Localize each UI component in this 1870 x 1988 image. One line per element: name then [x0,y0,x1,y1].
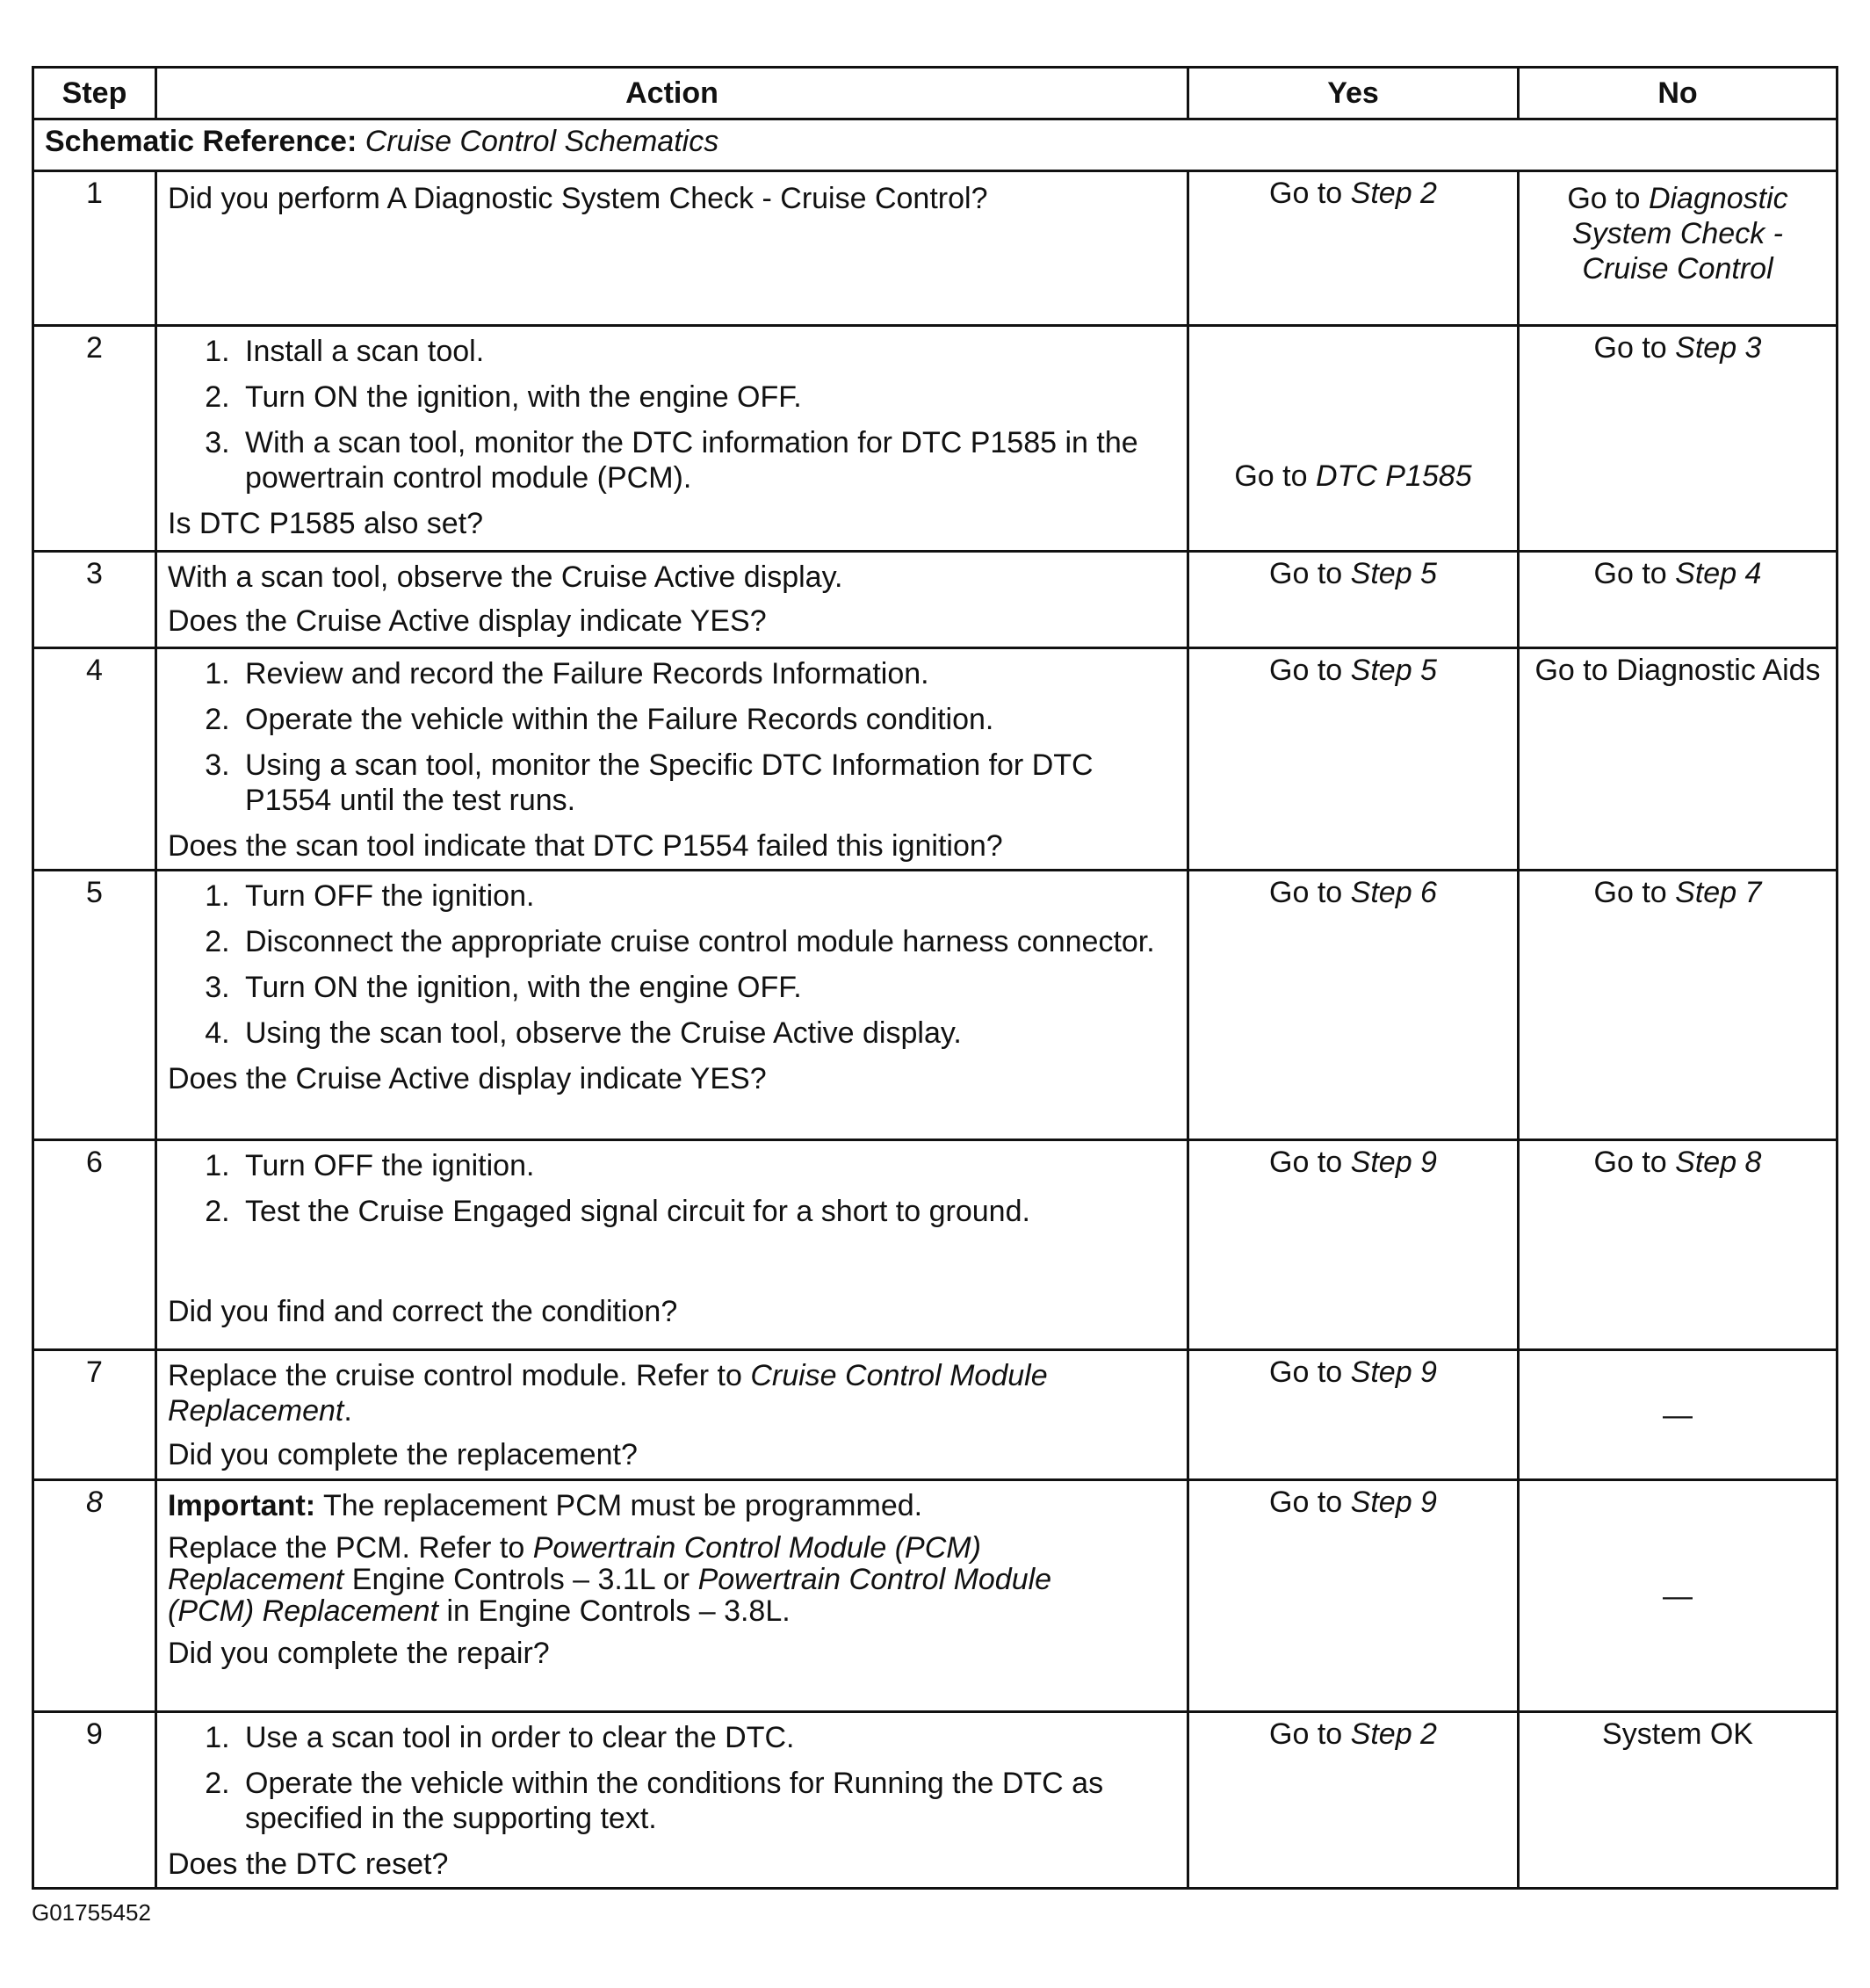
yes-cell [1188,1350,1519,1480]
no-link[interactable]: Step 7 [1675,876,1762,909]
table-row [33,1712,1838,1889]
list-item: 1. Review and record the Failure Records Information. [238,656,1176,691]
no-cell [1519,871,1838,1140]
question-text: Does the DTC reset? [168,1847,449,1881]
question-text: Did you complete the repair? [168,1637,550,1670]
action-text-suffix: . [343,1394,352,1428]
no-link[interactable]: Diagnostic System Check - Cruise Control [1572,182,1788,286]
step-number: 9 [33,1712,156,1889]
list-item: 3. Turn ON the ignition, with the engine OFF. [238,970,1176,1005]
schematic-link[interactable]: Cruise Control Schematics [365,125,719,158]
action-text-c: in Engine Controls – 3.8L. [446,1594,791,1628]
table-row [33,326,1838,552]
list-item: 3. With a scan tool, monitor the DTC information for DTC P1585 in the powertrain control module (PCM). [238,425,1176,495]
action-cell [156,1712,1188,1889]
reference-link[interactable]: Powertrain Control Module (PCM) Replacement [168,1563,1052,1628]
list-item: 2. Test the Cruise Engaged signal circuit for a short to ground. [238,1194,1176,1229]
yes-link[interactable]: DTC P1585 [1315,459,1472,493]
yes-prefix: Go to [1269,1486,1343,1519]
no-cell [1519,1480,1838,1712]
yes-link[interactable]: Step 6 [1350,876,1437,909]
no-prefix: Go to [1593,1146,1667,1179]
list-item: 1. Turn OFF the ignition. [238,878,1176,914]
instruction-list [168,878,1176,1051]
schematic-label: Schematic Reference: [45,125,357,158]
instruction-list [168,656,1176,818]
schematic-reference [33,119,1838,171]
no-link[interactable]: Step 4 [1675,557,1762,590]
action-cell [156,1350,1188,1480]
yes-link[interactable]: Step 5 [1350,654,1437,687]
no-link[interactable]: Step 3 [1675,331,1762,365]
no-prefix: Go to [1593,557,1667,590]
yes-cell [1188,552,1519,648]
list-item: 1. Install a scan tool. [238,334,1176,369]
yes-link[interactable]: Step 2 [1350,177,1437,210]
step-number: 3 [33,552,156,648]
no-prefix: Go to [1593,876,1667,909]
step-number: 5 [33,871,156,1140]
yes-cell [1188,1712,1519,1889]
no-prefix: Go to [1593,331,1667,365]
header-no: No [1519,68,1838,119]
step-number: 8 [33,1480,156,1712]
list-item: 1. Use a scan tool in order to clear the DTC. [238,1720,1176,1755]
table-row [33,171,1838,326]
instruction-list [168,334,1176,495]
action-cell [156,326,1188,552]
yes-prefix: Go to [1269,1146,1343,1179]
header-action: Action [156,68,1188,119]
question-text: Does the scan tool indicate that DTC P1554 failed this ignition? [168,829,1003,863]
action-text [168,1358,1176,1428]
list-item: 3. Using a scan tool, monitor the Specific DTC Information for DTC P1554 until the test runs. [238,748,1176,818]
important-label: Important: [168,1489,316,1522]
action-cell [156,648,1188,871]
question-text: Is DTC P1585 also set? [168,507,484,540]
no-prefix: Go to [1567,182,1641,215]
no-value: — [1663,1398,1693,1432]
action-cell [156,871,1188,1140]
action-cell [156,171,1188,326]
important-note [168,1488,1176,1523]
action-text-prefix: Replace the cruise control module. Refer to [168,1359,742,1392]
action-cell [156,1140,1188,1350]
yes-cell [1188,648,1519,871]
no-value: System OK [1602,1717,1753,1751]
question-text: Does the Cruise Active display indicate YES? [168,604,767,638]
table-row [33,1350,1838,1480]
no-cell [1519,1140,1838,1350]
no-value: — [1663,1579,1693,1613]
no-link[interactable]: Go to Diagnostic Aids [1534,654,1821,687]
no-cell [1519,171,1838,326]
step-number: 2 [33,326,156,552]
yes-prefix: Go to [1269,1355,1343,1389]
step-number: 6 [33,1140,156,1350]
question-text: Did you find and correct the condition? [168,1295,678,1328]
no-link[interactable]: Step 8 [1675,1146,1762,1179]
list-item: 2. Turn ON the ignition, with the engine OFF. [238,380,1176,415]
action-text-b: Engine Controls – 3.1L or [351,1563,690,1596]
no-cell [1519,552,1838,648]
action-cell [156,552,1188,648]
header-row [33,68,1838,119]
action-text [168,1532,1055,1627]
yes-prefix: Go to [1269,654,1343,687]
yes-cell [1188,871,1519,1140]
question-text: Did you complete the replacement? [168,1438,638,1471]
step-number: 1 [33,171,156,326]
no-cell [1519,648,1838,871]
reference-link[interactable]: Powertrain Control Module (PCM) Replacement [168,1531,981,1596]
yes-prefix: Go to [1269,1717,1343,1751]
table-row [33,648,1838,871]
yes-cell [1188,1480,1519,1712]
instruction-list [168,1720,1176,1836]
table-row [33,1480,1838,1712]
list-item: 2. Disconnect the appropriate cruise control module harness connector. [238,924,1176,959]
yes-cell [1188,1140,1519,1350]
yes-cell [1188,326,1519,552]
step-number: 7 [33,1350,156,1480]
table-row [33,1140,1838,1350]
action-text-a: Replace the PCM. Refer to [168,1531,525,1565]
yes-prefix: Go to [1269,177,1343,210]
no-cell [1519,1712,1838,1889]
table-row [33,871,1838,1140]
diagnostic-table [32,66,1838,1890]
yes-link[interactable]: Step 9 [1350,1355,1437,1389]
schematic-row [33,119,1838,171]
list-item: 4. Using the scan tool, observe the Cruise Active display. [238,1016,1176,1051]
list-item: 2. Operate the vehicle within the conditions for Running the DTC as specified in the supporting text. [238,1766,1176,1836]
action-text: With a scan tool, observe the Cruise Active display. [168,560,843,594]
yes-link[interactable]: Step 5 [1350,557,1437,590]
yes-link[interactable]: Step 9 [1350,1146,1437,1179]
yes-prefix: Go to [1269,876,1343,909]
table-row [33,552,1838,648]
question-text: Did you perform A Diagnostic System Check - Cruise Control? [168,182,988,215]
question-text: Does the Cruise Active display indicate YES? [168,1062,767,1095]
step-number: 4 [33,648,156,871]
header-yes: Yes [1188,68,1519,119]
reference-link[interactable]: Cruise Control Module Replacement [168,1359,1048,1428]
list-item: 1. Turn OFF the ignition. [238,1148,1176,1183]
figure-code: G01755452 [32,1899,151,1926]
yes-prefix: Go to [1234,459,1308,493]
instruction-list [168,1148,1176,1229]
yes-link[interactable]: Step 9 [1350,1486,1437,1519]
yes-link[interactable]: Step 2 [1350,1717,1437,1751]
action-cell [156,1480,1188,1712]
yes-prefix: Go to [1269,557,1343,590]
header-step: Step [33,68,156,119]
important-text: The replacement PCM must be programmed. [322,1489,923,1522]
yes-cell [1188,171,1519,326]
no-cell [1519,326,1838,552]
no-cell [1519,1350,1838,1480]
list-item: 2. Operate the vehicle within the Failure Records condition. [238,702,1176,737]
